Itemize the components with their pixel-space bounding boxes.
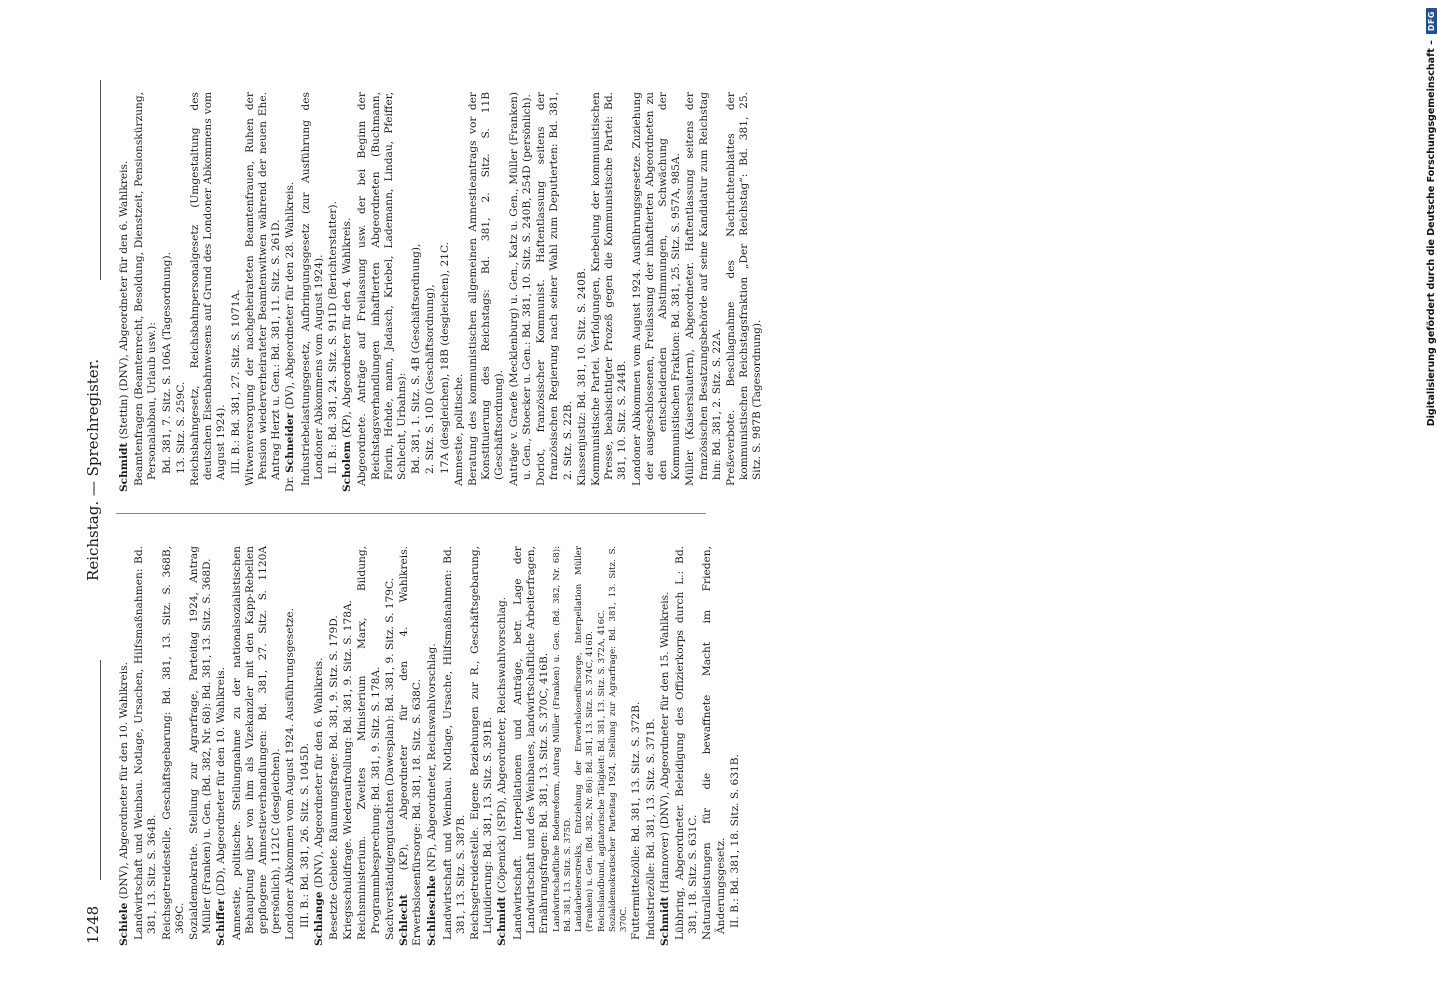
sub-entry: Sozialdemokratie. Stellung zur Agrarfrage, Parteitag 1924, Antrag Müller (Franken) u. Gen. (Bd. 382, Nr. 68): Bd. 381, 13. Sitz. S. 368D. bbox=[188, 546, 214, 940]
sub-entry: Müller (Kaiserslautern), Abgeordneter. Haftentlassung seitens der französischen Besatzungsbehörde auf seine Kandidatur zum Reichstag hin: Bd. 381, 2. Sitz. S. 22A. bbox=[684, 92, 723, 486]
digitization-credit bbox=[1426, 8, 1437, 998]
register-entry bbox=[313, 546, 326, 946]
scanned-page bbox=[78, 70, 1318, 950]
sub-entry: Abgeordnete. Anträge auf Freilassung usw. der bei Beginn der Reichstagsverhandlungen inhaftierten Abgeordneten (Buchmann, Florin, Hehde, mann, Jadasch, Kriebel, Lademann, Lindau, Pfeiffer, Schlecht, Urbahns): bbox=[356, 92, 409, 486]
register-entry bbox=[118, 92, 131, 492]
sub-entry: Industriebelastungsgesetz, Aufbringungsgesetz (zur Ausführung des Londoner Abkommens vom August 1924). bbox=[299, 92, 325, 486]
sub-entry: 13. Sitz. S. 259C. bbox=[174, 381, 187, 474]
entry-detail: (KP), Abgeordneter für den 4. Wahlkreis. Erwerbslosenfürsorge: Bd. 381, 18. Sitz. S. 638C. bbox=[398, 546, 424, 946]
sub-entry: Preßeverbote. Beschlagnahme des Nachrichtenblattes der kommunistischen Reichstagsfraktion „Der Reichstag“: Bd. 381, 25. Sitz. S. 987B (Tagesordnung). bbox=[724, 92, 764, 486]
register-entry bbox=[284, 92, 297, 492]
sub-entry-small: Landwirtschaftliche Bodenreform, Antrag Müller (Franken) u. Gen. (Bd. 382, Nr. 68): Bd. 381, 13. Sitz. S. 375D. bbox=[552, 546, 573, 932]
register-entry bbox=[426, 546, 439, 946]
sub-entry: III. B.: Bd. 381, 26. Sitz. S. 1045D. bbox=[298, 742, 311, 928]
entry-name: Schlieschke bbox=[426, 875, 439, 946]
left-column bbox=[118, 546, 743, 946]
register-entry bbox=[341, 92, 354, 492]
entry-name: Schiele bbox=[118, 902, 130, 946]
entry-detail: (Stettin) (DNV), Abgeordneter für den 6. Wahlkreis. bbox=[118, 160, 130, 443]
register-entry bbox=[659, 546, 672, 946]
entry-name: Schlange bbox=[312, 891, 325, 946]
entry-detail: (Cöpenick) (SPD), Abgeordneter, Reichswahlvorschlag. bbox=[496, 596, 509, 897]
right-column bbox=[118, 92, 766, 492]
sub-entry: Sachverständigengutachten (Dawesplan): Bd. 381, 9. Sitz. S. 179C. bbox=[383, 577, 396, 940]
sub-entry: III. B.: Bd. 381, 27. Sitz. S. 1071A. bbox=[229, 289, 242, 474]
entry-detail: (DD), Abgeordneter für den 10. Wahlkreis. bbox=[215, 666, 228, 900]
page-number: 1248 bbox=[84, 905, 102, 944]
sub-entry-small: Sozialdemokratischer Parteitag 1924, Stellung zur Agrarfrage: Bd. 381, 13. Sitz. S. 370C. bbox=[608, 546, 629, 932]
entry-name: Schmidt bbox=[658, 896, 671, 946]
register-entry bbox=[398, 546, 424, 946]
sub-entry: Besetzte Gebiete. Räumungsfrage: Bd. 381, 9. Sitz. S. 179D. bbox=[328, 615, 341, 940]
sub-entry: Doriot, französischer Kommunist. Haftentlassung seitens der französischen Regierung nach seiner Wahl zum Deputierten: Bd. 381, 2. Sitz. S. 22B. bbox=[535, 92, 574, 486]
sub-entry: Reichsbahngesetz, Reichsbahnpersonalgesetz (Umgestaltung des deutschen Eisenbahnwesens auf Grund des Londoner Abkommens vom August 1924). bbox=[189, 92, 228, 486]
register-entry bbox=[118, 546, 131, 946]
sub-entry: Landwirtschaft. Interpellationen und Anträge, betr. Lage der Landwirtschaft und des Weinbaues, landwirtschaftliche Arbeiterfragen, Ernährungsfragen: Bd. 381, 13. Sitz. S. 370C, 416B. bbox=[511, 546, 551, 940]
column-divider bbox=[116, 513, 706, 514]
sub-entry: Amnestie, politische. bbox=[452, 373, 465, 486]
sub-entry: Kommunistische Partei. Verfolgungen, Knebelung der kommunistischen Presse, beabsichtigter Prozeß gegen die Kommunistische Partei: Bd. 381, 10. Sitz. S. 244B. bbox=[589, 92, 629, 486]
entry-detail: (DNV), Abgeordneter für den 6. Wahlkreis. bbox=[312, 657, 325, 892]
sub-entry-small: Reichslandbund, agitatorische Tätigkeit: Bd. 381, 13. Sitz. S. 372A, 416C. bbox=[596, 609, 607, 932]
entry-name: Schmidt bbox=[496, 896, 509, 946]
sub-entry: Reichsgetreidestelle, Geschäftsgebarung: Bd. 381, 13. Sitz. S. 368B, 369C. bbox=[160, 546, 186, 940]
entry-detail: (DNV), Abgeordneter für den 10. Wahlkreis. bbox=[118, 662, 130, 903]
sub-entry-small: Landarbeiterstreiks, Entziehung der Erwerbslosenfürsorge, Interpellation Müller (Franken) u. Gen. (Bd. 382, Nr. 86): Bd. 381, 13. Sitz. S. 374C, 416D. bbox=[574, 546, 596, 932]
dfg-logo-icon: DFG bbox=[1426, 8, 1437, 34]
sub-entry: Beamtenfragen (Beamtenrecht, Besoldung, Dienstzeit, Pensionskürzung, Personalabbau, Urlaub usw.): bbox=[133, 92, 159, 486]
sub-entry: II. B.: Bd. 381, 18. Sitz. S. 631B. bbox=[728, 754, 741, 928]
entry-detail: (KP), Abgeordneter für den 4. Wahlkreis. bbox=[341, 217, 354, 442]
entry-name: Scholem bbox=[341, 441, 354, 492]
entry-name: Schmidt bbox=[118, 442, 130, 492]
sub-entry: Reichsministerium. Zweites Ministerium Marx, Bildung, Programmbesprechung: Bd. 381, 9. Sitz. S. 178A. bbox=[356, 546, 382, 940]
sub-entry: Londoner Abkommen vom August 1924. Ausführungsgesetze. bbox=[284, 608, 297, 940]
sub-entry: 17A (desgleichen), 18B (desgleichen), 21C. bbox=[438, 241, 451, 474]
sub-entry: Landwirtschaft und Weinbau. Notlage, Ursache, Hilfsmaßnahmen: Bd. 381, 13. Sitz. S. 387B. bbox=[441, 546, 467, 940]
sub-entry: Bd. 381, 1. Sitz. S. 4B (Geschäftsordnung), bbox=[410, 243, 423, 474]
page-title: Reichstag. — Sprechregister. bbox=[84, 359, 102, 581]
sub-entry: Londoner Abkommen vom August 1924. Ausführungsgesetze. Zuziehung der ausgeschlossenen, Freilassung der inhaftierten Abgeordneten zu den entscheidenden Abstimmungen, Schwächung der Kommunistischen Fraktion: Bd. 381, 25. Sitz. S. 957A, 985A. bbox=[630, 92, 683, 486]
sub-entry: Landwirtschaft und Weinbau. Notlage, Ursachen, Hilfsmaßnahmen: Bd. 381, 13. Sitz. S. 364B. bbox=[133, 546, 159, 940]
sub-entry: 2. Sitz. S. 10D (Geschäftsordnung), bbox=[424, 284, 437, 474]
sub-entry: Amnestie, politische. Stellungnahme zu der nationalsozialistischen Behauptung über von ihm als Vizekanzler mit den Kapp-Rebellen gepflogene Amnestieverhandlungen: Bd. 381, 27. Sitz. S. 1120A (persönlich), 1121C (desgleichen). bbox=[230, 546, 283, 940]
sub-entry: II. B.: Bd. 381, 24. Sitz. S. 911D (Berichterstatter). bbox=[327, 201, 340, 474]
entry-name: Schneider bbox=[284, 412, 297, 473]
sub-entry: Industriezölle: Bd. 381, 13. Sitz. S. 371B. bbox=[644, 718, 657, 940]
sub-entry: Witwenversorgung der nachgeheirateten Beamtenfrauen, Ruhen der Pension wiederverheirateter Beamtenwitwen während der neuen Ehe. Antrag Herzt u. Gen.: Bd. 381, 11. Sitz. S. 261D. bbox=[243, 92, 283, 486]
page-header bbox=[78, 70, 112, 950]
register-entry bbox=[496, 546, 509, 946]
header-rule-left bbox=[100, 660, 101, 880]
entry-name: Schlecht bbox=[398, 894, 411, 946]
credit-text: Digitalisierung gefördert durch die Deutsche Forschungsgemeinschaft – bbox=[1426, 40, 1437, 427]
sub-entry: Naturalleistungen für die bewaffnete Macht im Frieden, Änderungsgesetz. bbox=[701, 546, 727, 940]
sub-entry: Futtermittelzölle: Bd. 381, 13. Sitz. S. 372B. bbox=[630, 701, 643, 940]
sub-entry: Reichsgetreidestelle. Eigene Beziehungen zur R., Geschäftsgebarung, Liquidierung: Bd. 381, 13. Sitz. S. 391B. bbox=[469, 546, 495, 940]
entry-name: Schiffer bbox=[215, 899, 228, 946]
sub-entry: Anträge v. Graefe (Mecklenburg) u. Gen., Katz u. Gen., Müller (Franken) u. Gen., Stoecker u. Gen.: Bd. 381, 10. Sitz. S. 240B, 254D (persönlich). bbox=[507, 92, 533, 486]
sub-entry: Lübbring, Abgeordneter. Beleidigung des Offizierkorps durch L.: Bd. 381, 18. Sitz. S. 631C. bbox=[674, 546, 700, 940]
header-rule-right bbox=[100, 80, 101, 280]
entry-detail: (NF), Abgeordneter, Reichswahlvorschlag. bbox=[426, 643, 439, 876]
sub-entry: Kriegsschuldfrage. Wiederaufrollung: Bd. 381, 9. Sitz. S. 178A. bbox=[342, 599, 355, 940]
sub-entry: Bd. 381, 7. Sitz. S. 106A (Tagesordnung). bbox=[160, 252, 173, 474]
entry-detail: (Hannover) (DNV), Abgeordneter für den 15. Wahlkreis. bbox=[658, 591, 671, 897]
register-entry bbox=[215, 546, 228, 946]
entry-detail: (DV), Abgeordneter für den 28. Wahlkreis. bbox=[284, 181, 297, 413]
entry-prefix: Dr. bbox=[284, 472, 297, 492]
sub-entry: Klassenjustiz: Bd. 381, 10. Sitz. S. 240B. bbox=[575, 268, 588, 486]
sub-entry: Beratung des kommunistischen allgemeinen Amnestieantrags vor der Konstituierung des Reichstags: Bd. 381, 2. Sitz. S. 11B (Geschäftsordnung). bbox=[467, 92, 506, 486]
